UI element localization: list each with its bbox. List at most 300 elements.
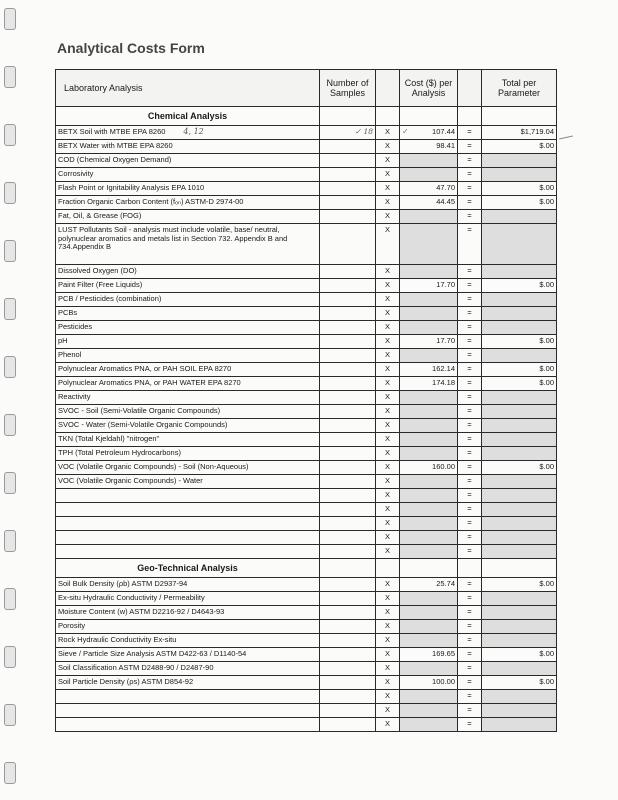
multiply-x: X [376,648,400,662]
samples-cell[interactable] [320,363,376,377]
samples-cell[interactable] [320,265,376,279]
equals-sign: = [458,293,482,307]
samples-cell[interactable] [320,517,376,531]
samples-cell[interactable] [320,377,376,391]
analysis-label: Soil Bulk Density (ρb) ASTM D2937-94 [58,579,188,589]
equals-sign: = [458,447,482,461]
total-cell[interactable] [482,475,557,489]
table-row [56,592,557,606]
cost-cell [400,196,458,210]
cost-cell [400,620,458,634]
multiply-x: X [376,461,400,475]
analysis-label: Corrosivity [58,169,94,179]
analysis-name [56,405,320,419]
samples-cell[interactable] [320,210,376,224]
analysis-name [56,349,320,363]
analysis-label: Fraction Organic Carbon Content (fₒₙ) ASTM-D 2974-00 [58,197,244,207]
equals-sign: = [458,517,482,531]
table-row [56,405,557,419]
multiply-x: X [376,126,400,140]
equals-sign: = [458,433,482,447]
binder-hole [4,472,16,494]
table-row [56,620,557,634]
cost-cell [400,349,458,363]
samples-cell[interactable]: ✓ 18 [320,126,376,140]
equals-sign: = [458,545,482,559]
multiply-x: X [376,503,400,517]
cost-cell [400,606,458,620]
total-cell[interactable]: $1,719.04 [482,126,557,140]
cost-cell [400,154,458,168]
table-row [56,690,557,704]
cost-value: 17.70 [436,336,455,346]
binder-hole [4,240,16,262]
analysis-name [56,307,320,321]
cost-cell [400,405,458,419]
samples-cell[interactable] [320,140,376,154]
section-cell [482,559,557,578]
multiply-x: X [376,545,400,559]
handwritten-check-mark [559,136,573,140]
total-cell[interactable] [482,293,557,307]
total-cell[interactable] [482,349,557,363]
samples-cell[interactable] [320,168,376,182]
header-eq-col [458,70,482,107]
samples-cell[interactable] [320,662,376,676]
samples-cell[interactable] [320,592,376,606]
samples-cell[interactable] [320,224,376,265]
equals-sign: = [458,391,482,405]
analysis-name [56,503,320,517]
table-row [56,293,557,307]
analysis-name [56,531,320,545]
cost-cell [400,182,458,196]
total-cell[interactable] [482,489,557,503]
analysis-label: Reactivity [58,392,91,402]
multiply-x: X [376,517,400,531]
total-cell[interactable]: $.00 [482,196,557,210]
equals-sign: = [458,648,482,662]
equals-sign: = [458,377,482,391]
binder-hole [4,182,16,204]
total-cell[interactable] [482,517,557,531]
equals-sign: = [458,321,482,335]
page-title: Analytical Costs Form [57,40,205,56]
samples-cell[interactable] [320,634,376,648]
equals-sign: = [458,578,482,592]
total-cell[interactable] [482,620,557,634]
samples-cell[interactable] [320,545,376,559]
equals-sign: = [458,606,482,620]
table-row [56,279,557,293]
table-row [56,447,557,461]
table-row [56,461,557,475]
analysis-label: Moisture Content (w) ASTM D2216-92 / D4643-93 [58,607,225,617]
equals-sign: = [458,224,482,265]
analysis-name [56,592,320,606]
analysis-name [56,461,320,475]
multiply-x: X [376,676,400,690]
table-row [56,335,557,349]
multiply-x: X [376,377,400,391]
samples-cell[interactable] [320,433,376,447]
equals-sign: = [458,279,482,293]
equals-sign: = [458,363,482,377]
analysis-label: Dissolved Oxygen (DO) [58,266,137,276]
equals-sign: = [458,168,482,182]
analysis-name [56,578,320,592]
samples-cell[interactable] [320,648,376,662]
equals-sign: = [458,690,482,704]
samples-cell[interactable] [320,578,376,592]
equals-sign: = [458,461,482,475]
binder-hole [4,66,16,88]
table-row [56,182,557,196]
analysis-name [56,377,320,391]
analysis-name [56,154,320,168]
multiply-x: X [376,489,400,503]
table-row [56,224,557,265]
samples-cell[interactable] [320,690,376,704]
header-analysis: Laboratory Analysis [56,70,320,107]
total-cell[interactable] [482,592,557,606]
multiply-x: X [376,168,400,182]
cost-value: 17.70 [436,280,455,290]
total-cell[interactable] [482,307,557,321]
total-cell[interactable] [482,718,557,732]
samples-cell[interactable] [320,293,376,307]
section-cell [400,107,458,126]
total-cell[interactable]: $.00 [482,140,557,154]
cost-cell [400,321,458,335]
analysis-label: Soil Particle Density (ρs) ASTM D854-92 [58,677,194,687]
header-total: Total per Parameter [482,70,557,107]
table-row [56,363,557,377]
samples-cell[interactable] [320,475,376,489]
analysis-name [56,662,320,676]
total-cell[interactable] [482,690,557,704]
total-cell[interactable]: $.00 [482,676,557,690]
table-row [56,531,557,545]
multiply-x: X [376,405,400,419]
table-row [56,377,557,391]
total-cell[interactable] [482,606,557,620]
table-row [56,704,557,718]
multiply-x: X [376,718,400,732]
cost-cell [400,210,458,224]
total-cell[interactable] [482,447,557,461]
equals-sign: = [458,307,482,321]
multiply-x: X [376,475,400,489]
cost-cell [400,293,458,307]
total-cell[interactable]: $.00 [482,377,557,391]
analysis-label: COD (Chemical Oxygen Demand) [58,155,172,165]
table-row [56,321,557,335]
analysis-name [56,140,320,154]
multiply-x: X [376,196,400,210]
analysis-label: BETX Water with MTBE EPA 8260 [58,141,173,151]
analysis-name [56,293,320,307]
cost-value: 47.70 [436,183,455,193]
table-row [56,676,557,690]
multiply-x: X [376,349,400,363]
total-cell[interactable]: $.00 [482,182,557,196]
total-cell[interactable] [482,265,557,279]
cost-cell [400,126,458,140]
cost-value: 25.74 [436,579,455,589]
total-cell[interactable] [482,405,557,419]
table-row [56,196,557,210]
table-row [56,634,557,648]
analysis-name [56,690,320,704]
samples-cell[interactable] [320,531,376,545]
table-row [56,210,557,224]
section-cell [400,559,458,578]
cost-cell [400,461,458,475]
multiply-x: X [376,447,400,461]
analysis-name [56,363,320,377]
multiply-x: X [376,606,400,620]
multiply-x: X [376,620,400,634]
multiply-x: X [376,419,400,433]
table-row [56,168,557,182]
analysis-label: SVOC - Soil (Semi-Volatile Organic Compounds) [58,406,221,416]
equals-sign: = [458,634,482,648]
analysis-name [56,210,320,224]
equals-sign: = [458,335,482,349]
equals-sign: = [458,265,482,279]
binder-hole [4,762,16,784]
samples-cell[interactable] [320,307,376,321]
total-cell[interactable] [482,419,557,433]
samples-cell[interactable] [320,447,376,461]
equals-sign: = [458,531,482,545]
binder-hole [4,588,16,610]
cost-value: 107.44 [432,127,455,137]
equals-sign: = [458,140,482,154]
binder-hole [4,298,16,320]
total-cell[interactable] [482,545,557,559]
total-cell[interactable]: $.00 [482,279,557,293]
analysis-name [56,718,320,732]
multiply-x: X [376,265,400,279]
table-row [56,517,557,531]
cost-cell [400,377,458,391]
total-cell[interactable]: $.00 [482,363,557,377]
table-row [56,606,557,620]
total-cell[interactable] [482,433,557,447]
analysis-label: VOC (Volatile Organic Compounds) - Soil (Non-Aqueous) [58,462,249,472]
table-row [56,433,557,447]
samples-cell[interactable] [320,391,376,405]
multiply-x: X [376,140,400,154]
table-row [56,391,557,405]
total-cell[interactable] [482,662,557,676]
handwritten-note: 4, 12 [183,127,204,137]
samples-cell[interactable] [320,503,376,517]
cost-cell [400,224,458,265]
section-cell [320,559,376,578]
equals-sign: = [458,503,482,517]
total-cell[interactable] [482,154,557,168]
cost-cell [400,578,458,592]
cost-cell [400,433,458,447]
multiply-x: X [376,210,400,224]
table-row [56,503,557,517]
table-row [56,545,557,559]
table-row [56,648,557,662]
multiply-x: X [376,433,400,447]
analysis-label: Pesticides [58,322,93,332]
analysis-label: Rock Hydraulic Conductivity Ex-situ [58,635,177,645]
analysis-name [56,704,320,718]
cost-value: 44.45 [436,197,455,207]
equals-sign: = [458,182,482,196]
check-mark: ✓ [402,127,409,137]
total-cell[interactable]: $.00 [482,461,557,475]
analysis-name [56,391,320,405]
header-x-col [376,70,400,107]
multiply-x: X [376,578,400,592]
total-cell[interactable] [482,224,557,265]
total-cell[interactable] [482,321,557,335]
equals-sign: = [458,475,482,489]
samples-cell[interactable] [320,461,376,475]
analysis-label: Ex-situ Hydraulic Conductivity / Permeability [58,593,205,603]
analysis-label: TKN (Total Kjeldahl) "nitrogen" [58,434,160,444]
section-heading-geotechnical: Geo-Technical Analysis [56,559,320,578]
equals-sign: = [458,405,482,419]
multiply-x: X [376,634,400,648]
samples-cell[interactable] [320,676,376,690]
binder-hole [4,8,16,30]
samples-cell[interactable] [320,182,376,196]
multiply-x: X [376,391,400,405]
samples-cell[interactable] [320,704,376,718]
binder-holes [4,0,18,800]
total-cell[interactable] [482,391,557,405]
samples-cell[interactable] [320,620,376,634]
multiply-x: X [376,154,400,168]
analysis-name [56,433,320,447]
section-cell [482,107,557,126]
samples-cell[interactable] [320,279,376,293]
table-row [56,154,557,168]
cost-value: 162.14 [432,364,455,374]
analysis-name [56,634,320,648]
samples-cell[interactable] [320,606,376,620]
total-cell[interactable] [482,168,557,182]
samples-cell[interactable] [320,718,376,732]
total-cell[interactable] [482,704,557,718]
analysis-label: VOC (Volatile Organic Compounds) - Water [58,476,203,486]
total-cell[interactable] [482,531,557,545]
analysis-label: PCB / Pesticides (combination) [58,294,162,304]
table-row [56,578,557,592]
analysis-name [56,196,320,210]
samples-cell[interactable] [320,405,376,419]
analysis-name [56,321,320,335]
cost-cell [400,335,458,349]
cost-value: 98.41 [436,141,455,151]
total-cell[interactable] [482,503,557,517]
total-cell[interactable] [482,634,557,648]
multiply-x: X [376,279,400,293]
equals-sign: = [458,718,482,732]
section-heading-chemical: Chemical Analysis [56,107,320,126]
analysis-name [56,419,320,433]
analysis-name [56,126,320,140]
cost-cell [400,265,458,279]
analysis-name [56,265,320,279]
total-cell[interactable]: $.00 [482,648,557,662]
cost-value: 100.00 [432,677,455,687]
samples-cell[interactable] [320,154,376,168]
analysis-name [56,676,320,690]
cost-cell [400,168,458,182]
equals-sign: = [458,349,482,363]
total-cell[interactable] [482,210,557,224]
cost-cell [400,140,458,154]
analysis-name [56,447,320,461]
samples-cell[interactable] [320,196,376,210]
cost-cell [400,531,458,545]
analysis-label: BETX Soil with MTBE EPA 8260 [58,127,166,137]
equals-sign: = [458,126,482,140]
analysis-name [56,648,320,662]
cost-cell [400,363,458,377]
total-cell[interactable]: $.00 [482,578,557,592]
analysis-name [56,335,320,349]
equals-sign: = [458,676,482,690]
total-cell[interactable]: $.00 [482,335,557,349]
multiply-x: X [376,182,400,196]
cost-cell [400,662,458,676]
analysis-name [56,224,320,265]
equals-sign: = [458,154,482,168]
section-chemical [56,107,557,126]
samples-cell[interactable] [320,489,376,503]
cost-cell [400,503,458,517]
cost-cell [400,634,458,648]
cost-cell [400,307,458,321]
analysis-label: Flash Point or Ignitability Analysis EPA 1010 [58,183,205,193]
analysis-label: Soil Classification ASTM D2488-90 / D2487-90 [58,663,214,673]
analysis-name [56,545,320,559]
cost-cell [400,690,458,704]
cost-cell [400,475,458,489]
samples-cell[interactable] [320,321,376,335]
cost-cell [400,517,458,531]
analysis-label: Sieve / Particle Size Analysis ASTM D422-63 / D1140-54 [58,649,247,659]
analysis-name [56,475,320,489]
cost-cell [400,592,458,606]
equals-sign: = [458,620,482,634]
analysis-label: Polynuclear Aromatics PNA, or PAH WATER EPA 8270 [58,378,241,388]
multiply-x: X [376,363,400,377]
equals-sign: = [458,489,482,503]
section-cell [376,559,400,578]
cost-cell [400,718,458,732]
samples-cell[interactable] [320,419,376,433]
multiply-x: X [376,224,400,265]
cost-cell [400,704,458,718]
samples-cell[interactable] [320,349,376,363]
table-row [56,419,557,433]
table-row [56,718,557,732]
samples-cell[interactable] [320,335,376,349]
multiply-x: X [376,592,400,606]
